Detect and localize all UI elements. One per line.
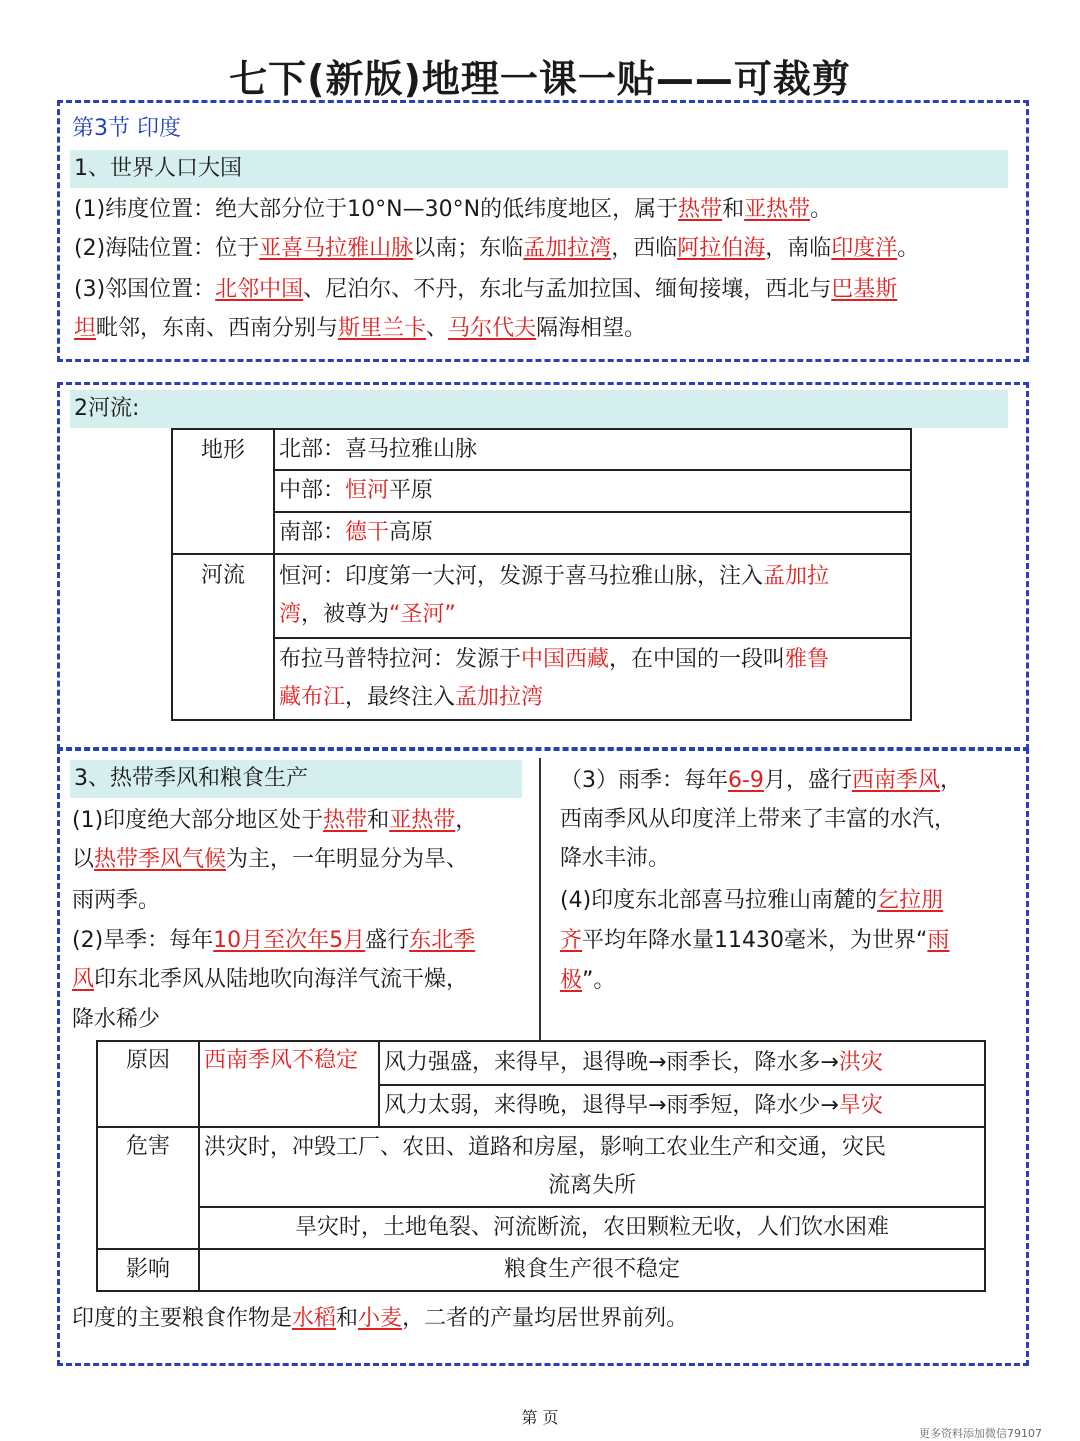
wet-season-line-3: 降水丰沛。 [560, 846, 671, 871]
watermark-note: 更多资料添加微信79107 [919, 1427, 1042, 1440]
climate-line-1: (1)印度绝大部分地区处于热带和亚热带， [72, 808, 478, 833]
section-heading: 第3节 印度 [72, 116, 181, 141]
monsoon-heading: 3、热带季风和粮食生产 [74, 766, 308, 791]
harm-label: 危害 [97, 1127, 199, 1249]
climate-line-2: 以热带季风气候为主，一年明显分为旱、 [72, 847, 469, 872]
page-title: 七下(新版)地理一课一贴——可裁剪 [229, 57, 851, 101]
latitude-line: (1)纬度位置：绝大部分位于10°N—30°N的低纬度地区，属于热带和亚热带。 [74, 197, 833, 222]
climate-line-3: 雨两季。 [72, 888, 161, 913]
rain-pole-line-2: 齐平均年降水量11430毫米，为世界“雨 [560, 928, 950, 953]
column-divider [539, 758, 541, 1040]
river-brahmaputra: 布拉马普特拉河：发源于中国西藏，在中国的一段叫雅鲁 藏布江，最终注入孟加拉湾 [274, 638, 911, 720]
dry-season-line-1: (2)旱季：每年10月至次年5月盛行东北季 [72, 928, 476, 953]
rivers-heading: 2河流: [74, 396, 140, 421]
river-label: 河流 [172, 554, 274, 720]
wet-season-line-2: 西南季风从印度洋上带来了丰富的水汽， [560, 807, 957, 832]
harm-flood: 洪灾时，冲毁工厂、农田、道路和房屋，影响工农业生产和交通，灾民 流离失所 [199, 1127, 985, 1207]
rain-pole-line-3: 极”。 [560, 968, 616, 993]
impact-value: 粮食生产很不稳定 [199, 1249, 985, 1291]
dry-season-line-3: 降水稀少 [72, 1007, 161, 1032]
wet-season-line-1: （3）雨季：每年6-9月，盛行西南季风， [560, 768, 962, 793]
neighbor-line-2: 坦毗邻，东南、西南分别与斯里兰卡、马尔代夫隔海相望。 [74, 316, 647, 341]
terrain-label: 地形 [172, 429, 274, 554]
river-ganges: 恒河：印度第一大河，发源于喜马拉雅山脉，注入孟加拉 湾，被尊为“圣河” [274, 554, 911, 638]
dry-season-line-2: 风印东北季风从陆地吹向海洋气流干燥， [72, 967, 469, 992]
rain-pole-line-1: (4)印度东北部喜马拉雅山南麓的乞拉朋 [560, 888, 944, 913]
terrain-mid: 中部：恒河平原 [274, 470, 911, 512]
page-number: 第 页 [521, 1408, 559, 1427]
monsoon-impact-table [96, 1040, 986, 1292]
cause-weak: 风力太弱，来得晚，退得早→雨季短，降水少→旱灾 [379, 1085, 985, 1127]
harm-drought: 旱灾时，土地龟裂、河流断流，农田颗粒无收，人们饮水困难 [199, 1207, 985, 1249]
sea-land-line: (2)海陆位置：位于亚喜马拉雅山脉以南；东临孟加拉湾，西临阿拉伯海，南临印度洋。 [74, 236, 920, 261]
neighbor-line: (3)邻国位置：北邻中国、尼泊尔、不丹，东北与孟加拉国、缅甸接壤，西北与巴基斯 [74, 277, 898, 302]
cause-label: 原因 [97, 1041, 199, 1127]
terrain-north: 北部：喜马拉雅山脉 [274, 429, 911, 470]
cause-value: 西南季风不稳定 [199, 1041, 379, 1127]
cause-strong: 风力强盛，来得早，退得晚→雨季长，降水多→洪灾 [379, 1041, 985, 1085]
population-heading: 1、世界人口大国 [74, 156, 242, 181]
terrain-river-table [171, 428, 912, 721]
crops-line: 印度的主要粮食作物是水稻和小麦，二者的产量均居世界前列。 [72, 1306, 689, 1331]
terrain-south: 南部：德干高原 [274, 512, 911, 554]
heading-band [70, 390, 1008, 428]
impact-label: 影响 [97, 1249, 199, 1291]
